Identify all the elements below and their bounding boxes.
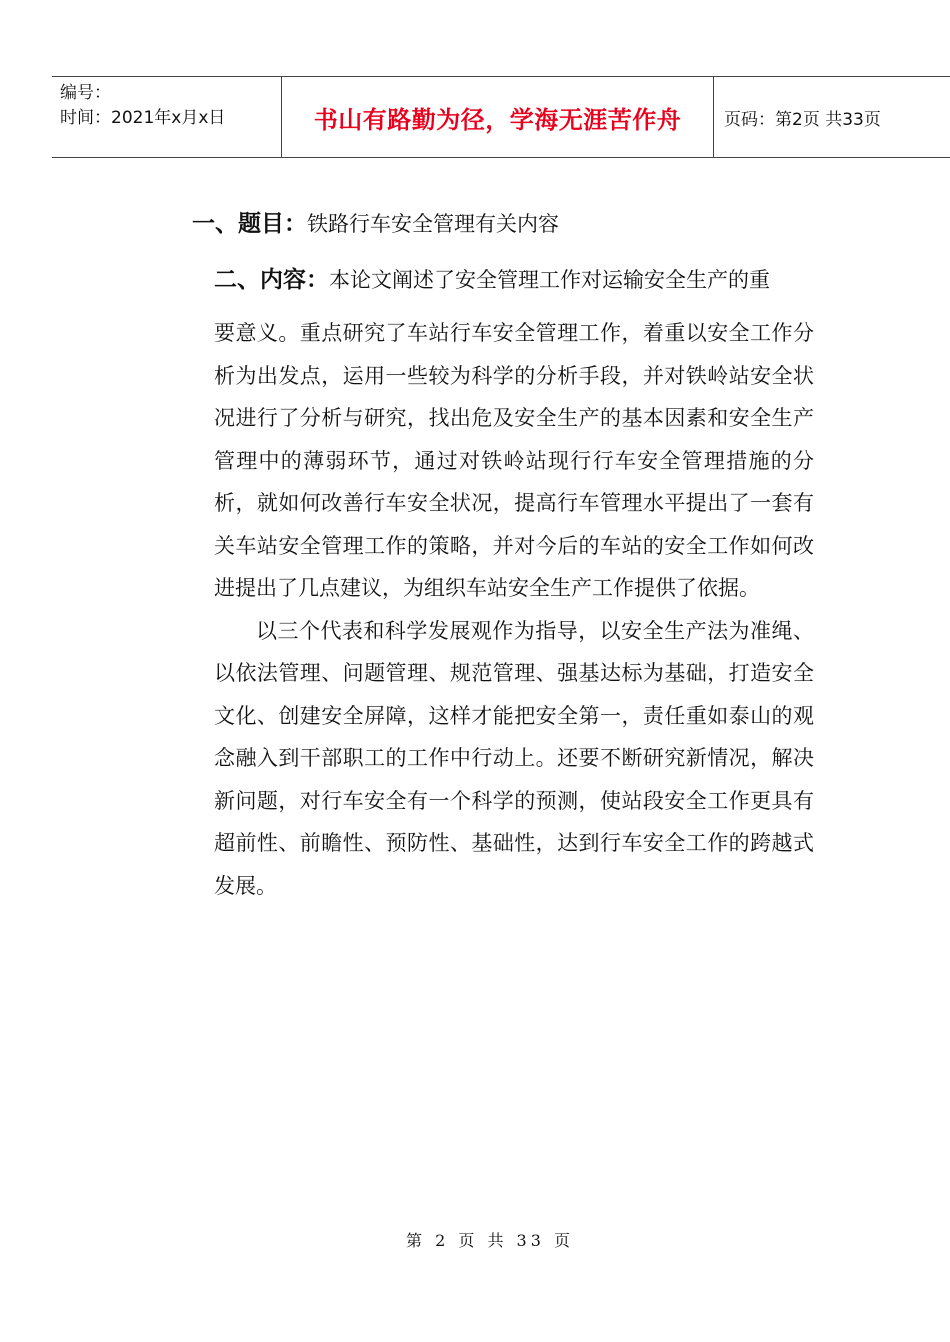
time-label: 时间：2021年x月x日 <box>60 108 226 128</box>
header-page-info: 页码：第2页 共33页 <box>724 109 881 130</box>
page-header <box>52 76 950 158</box>
paragraph-2: 以三个代表和科学发展观作为指导，以安全生产法为准绳、以依法管理、问题管理、规范管理、强基达标为基础，打造安全文化、创建安全屏障，这样才能把安全第一，责任重如泰山的观念融入到干部职工的工作中行动上。还要不断研究新情况，解决新问题，对行车安全有一个科学的预测，使站段安全工作更具有超前性、前瞻性、预防性、基础性，达到行车安全工作的跨越式发展。 <box>214 618 814 898</box>
document-body <box>192 200 814 907</box>
section1-label: 一、题目： <box>192 211 307 237</box>
header-motto: 书山有路勤为径，学海无涯苦作舟 <box>282 77 714 157</box>
section2-first-line: 本论文阐述了安全管理工作对运输安全生产的重 <box>329 268 770 292</box>
page-footer: 第 2 页 共 33 页 <box>406 1231 574 1250</box>
section-title <box>192 200 814 248</box>
section-content-heading <box>214 256 814 304</box>
header-meta <box>52 77 282 157</box>
section1-text: 铁路行车安全管理有关内容 <box>307 212 559 236</box>
serial-label: 编号： <box>60 83 111 103</box>
section2-label: 二、内容： <box>214 267 329 293</box>
paragraph-1: 要意义。重点研究了车站行车安全管理工作，着重以安全工作分析为出发点，运用一些较为科学的分析手段，并对铁岭站安全状况进行了分析与研究，找出危及安全生产的基本因素和安全生产管理中的薄弱环节，通过对铁岭站现行行车安全管理措施的分析，就如何改善行车安全状况，提高行车管理水平提出了一套有关车站安全管理工作的策略，并对今后的车站的安全工作如何改进提出了几点建议，为组织车站安全生产工作提供了依据。 <box>214 321 814 600</box>
